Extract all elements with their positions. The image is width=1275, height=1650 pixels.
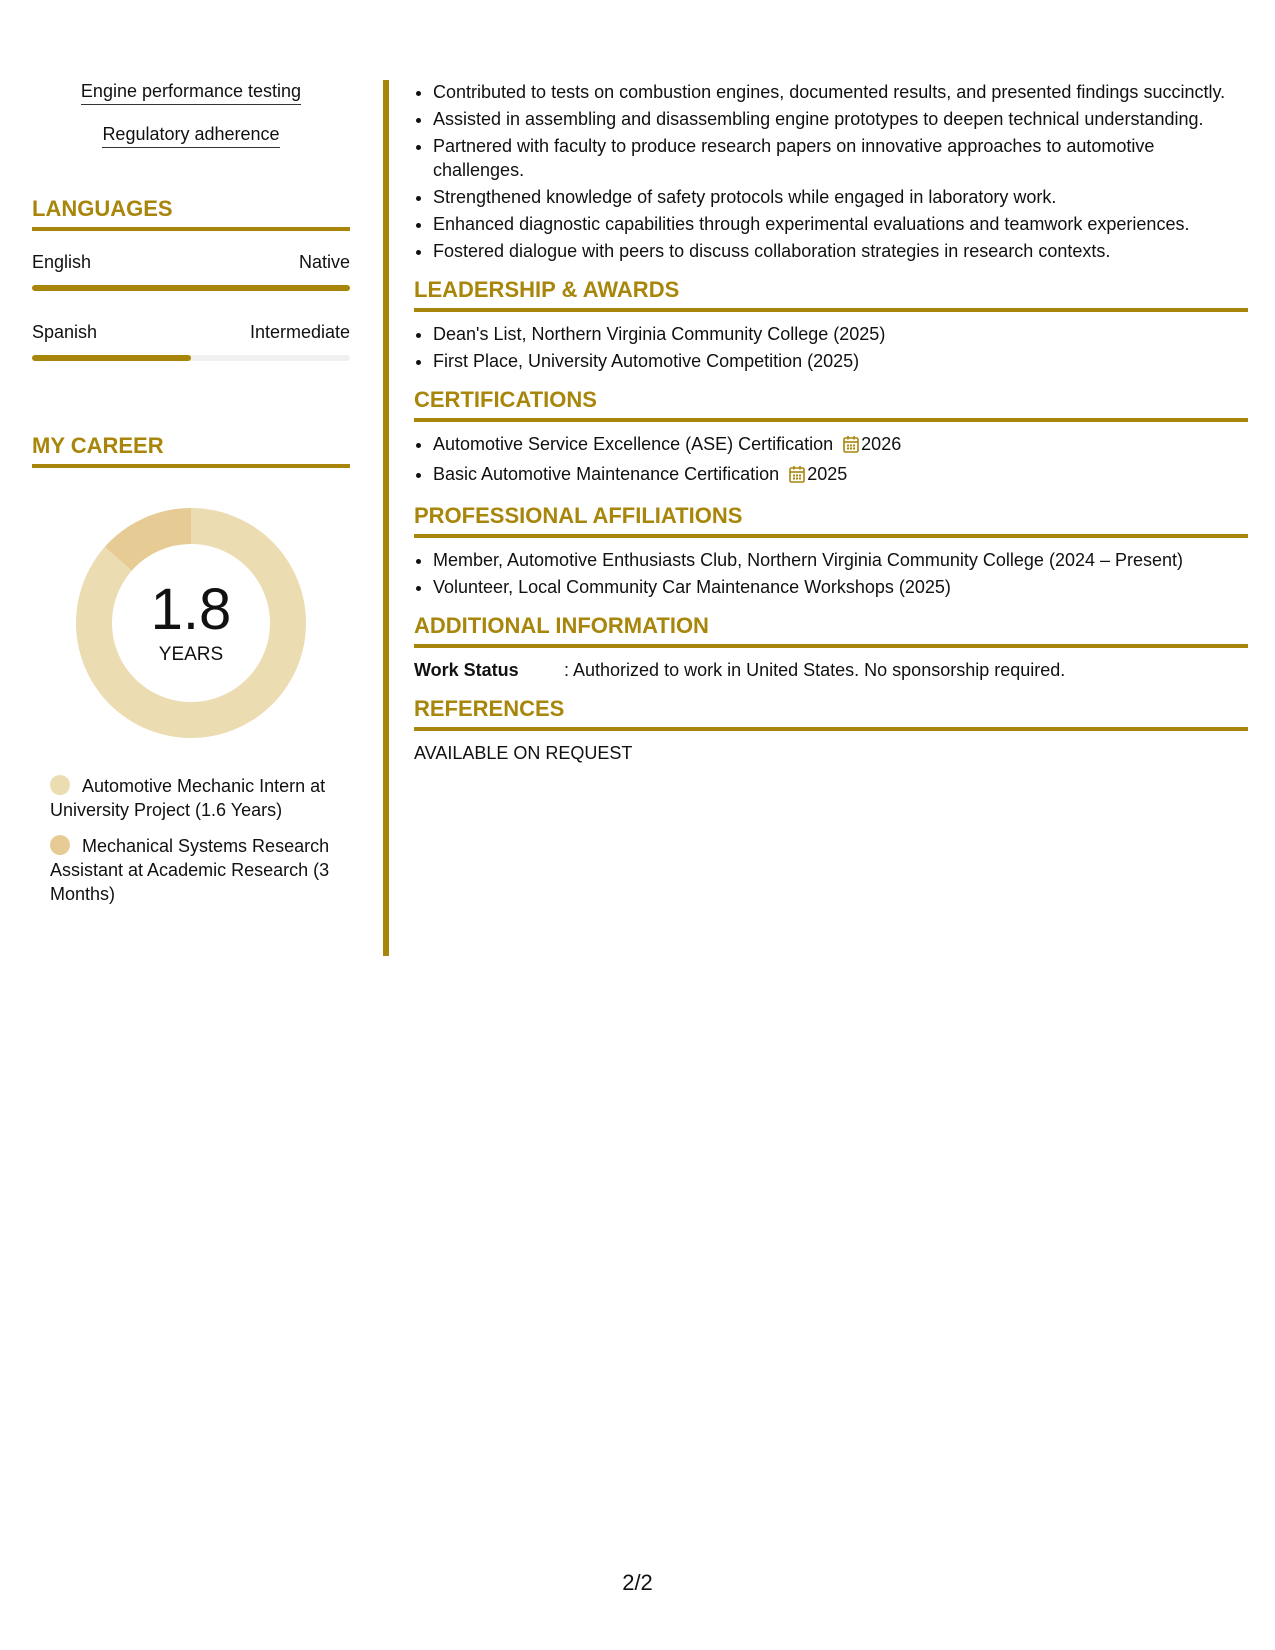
work-status-label: Work Status <box>414 660 519 680</box>
career-legend-item <box>50 834 350 906</box>
language-bar <box>32 285 350 291</box>
language-bar-fill <box>32 355 191 361</box>
certification-item <box>433 432 1248 459</box>
award-item: • First Place, University Automotive Competition (2025) <box>433 349 1248 373</box>
leadership-heading: LEADERSHIP & AWARDS <box>414 277 1248 312</box>
column-divider <box>383 80 389 956</box>
affiliations-heading: PROFESSIONAL AFFILIATIONS <box>414 503 1248 538</box>
legend-dot-icon <box>50 835 70 855</box>
right-column <box>414 80 1248 765</box>
bullet-item: • Partnered with faculty to produce research papers on innovative approaches to automotive challenges. <box>433 134 1248 182</box>
additional-info-heading: ADDITIONAL INFORMATION <box>414 613 1248 648</box>
legend-dot-icon <box>50 775 70 795</box>
certifications-section <box>414 387 1248 489</box>
language-item <box>32 321 350 361</box>
career-role: Automotive Mechanic Intern at University Project (1.6 Years) <box>50 776 326 820</box>
bullet-item: • Contributed to tests on combustion engines, documented results, and presented findings succinctly. <box>433 80 1248 104</box>
language-bar <box>32 355 350 361</box>
left-column <box>32 80 350 918</box>
experience-bullets <box>414 80 1248 263</box>
language-item <box>32 251 350 291</box>
bullet-item: • Strengthened knowledge of safety protocols while engaged in laboratory work. <box>433 185 1248 209</box>
calendar-icon <box>789 465 805 489</box>
career-role: Mechanical Systems Research Assistant at Academic Research (3 Months) <box>50 836 330 904</box>
award-item: • Dean's List, Northern Virginia Community College (2025) <box>433 322 1248 346</box>
certification-year: 2026 <box>861 434 902 454</box>
languages-heading: LANGUAGES <box>32 196 350 231</box>
language-name: Spanish <box>32 322 98 342</box>
affiliation-item: • Member, Automotive Enthusiasts Club, Northern Virginia Community College (2024 – Present) <box>433 548 1248 572</box>
references-text: AVAILABLE ON REQUEST <box>414 743 633 763</box>
page-number: 2/2 <box>622 1570 653 1595</box>
calendar-icon <box>843 435 859 459</box>
certification-name: Basic Automotive Maintenance Certification <box>433 464 780 484</box>
certification-item <box>433 462 1248 489</box>
career-total: 1.8 <box>150 577 232 642</box>
references-section <box>414 696 1248 765</box>
language-name: English <box>32 252 92 272</box>
career-legend-item <box>50 774 350 822</box>
language-level: Intermediate <box>249 322 350 342</box>
references-heading: REFERENCES <box>414 696 1248 731</box>
work-status-value: : Authorized to work in United States. No sponsorship required. <box>564 660 1066 680</box>
language-bar-fill <box>32 285 350 291</box>
leadership-section <box>414 277 1248 373</box>
skill-item: Regulatory adherence <box>102 123 279 148</box>
career-legend <box>50 774 350 906</box>
additional-info-section <box>414 613 1248 682</box>
certification-name: Automotive Service Excellence (ASE) Certification <box>433 434 834 454</box>
affiliations-section <box>414 503 1248 599</box>
affiliation-item: • Volunteer, Local Community Car Maintenance Workshops (2025) <box>433 575 1248 599</box>
career-donut-chart <box>76 508 306 738</box>
skill-item: Engine performance testing <box>81 80 301 105</box>
career-heading: MY CAREER <box>32 433 350 468</box>
bullet-item: • Assisted in assembling and disassembling engine prototypes to deepen technical understanding. <box>433 107 1248 131</box>
bullet-item: • Enhanced diagnostic capabilities through experimental evaluations and teamwork experiences. <box>433 212 1248 236</box>
certifications-heading: CERTIFICATIONS <box>414 387 1248 422</box>
language-level: Native <box>298 252 350 272</box>
certification-year: 2025 <box>807 464 848 484</box>
career-unit: YEARS <box>158 644 224 665</box>
bullet-item: • Fostered dialogue with peers to discuss collaboration strategies in research contexts. <box>433 239 1248 263</box>
